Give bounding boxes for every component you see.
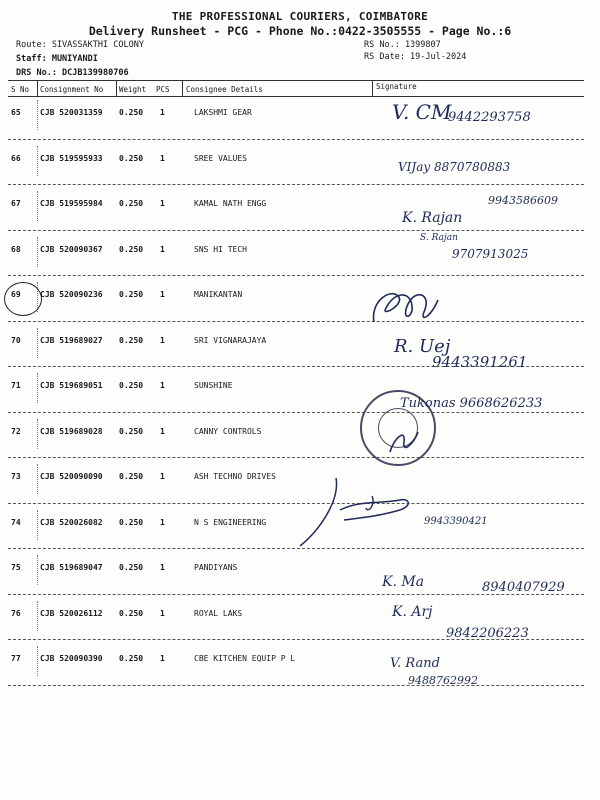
col-header-sno: S No xyxy=(11,85,30,94)
row-weight: 0.250 xyxy=(119,336,144,345)
row-sno: 76 xyxy=(11,609,21,618)
row-consignment-no: CJB 519595933 xyxy=(40,154,103,163)
row-consignee: CBE KITCHEN EQUIP P L xyxy=(194,654,296,663)
col-divider xyxy=(37,328,38,358)
row-weight: 0.250 xyxy=(119,108,144,117)
row-consignment-no: CJB 520026082 xyxy=(40,518,103,527)
row-pcs: 1 xyxy=(160,290,165,299)
row-weight: 0.250 xyxy=(119,199,144,208)
staff-label: Staff: MUNIYANDI xyxy=(16,54,98,64)
col-divider xyxy=(37,373,38,403)
signature-68-name: S. Rajan xyxy=(420,233,458,243)
row-consignee: N S ENGINEERING xyxy=(194,518,267,527)
row-consignment-no: CJB 520090367 xyxy=(40,245,103,254)
signature-72: Tukonas 9668626233 xyxy=(400,396,543,411)
row-pcs: 1 xyxy=(160,609,165,618)
row-sno: 75 xyxy=(11,563,21,572)
col-divider xyxy=(37,555,38,585)
row-weight: 0.250 xyxy=(119,381,144,390)
row-separator xyxy=(8,275,584,276)
col-header-signature: Signature xyxy=(376,82,417,91)
row-sno: 69 xyxy=(11,290,21,299)
signature-74-phone: 9943390421 xyxy=(424,516,488,527)
col-divider xyxy=(37,601,38,631)
row-consignee: KAMAL NATH ENGG xyxy=(194,199,267,208)
row-weight: 0.250 xyxy=(119,245,144,254)
col-divider xyxy=(37,191,38,221)
col-divider xyxy=(182,80,183,96)
signature-65-name: V. CM xyxy=(392,100,452,124)
col-divider xyxy=(116,80,117,96)
row-sno: 66 xyxy=(11,154,21,163)
signature-76-phone: 9842206223 xyxy=(446,626,529,641)
route-label: Route: SIVASSAKTHI COLONY xyxy=(16,40,144,50)
row-pcs: 1 xyxy=(160,381,165,390)
row-consignee: PANDIYANS xyxy=(194,563,238,572)
row-sno: 67 xyxy=(11,199,21,208)
drs-label: DRS No.: DCJB139980706 xyxy=(16,68,129,78)
row-sno: 68 xyxy=(11,245,21,254)
row-pcs: 1 xyxy=(160,336,165,345)
signature-75-name: K. Ma xyxy=(382,574,425,590)
signature-77-name: V. Rand xyxy=(390,656,440,671)
row-weight: 0.250 xyxy=(119,427,144,436)
row-sno: 72 xyxy=(11,427,21,436)
row-consignee: LAKSHMI GEAR xyxy=(194,108,252,117)
row-pcs: 1 xyxy=(160,427,165,436)
row-consignee: ROYAL LAKS xyxy=(194,609,243,618)
document-title: THE PROFESSIONAL COURIERS, COIMBATORE xyxy=(171,10,429,23)
row-consignment-no: CJB 520026112 xyxy=(40,609,103,618)
signature-67-phone: 9943586609 xyxy=(488,194,558,207)
signature-75-phone: 8940407929 xyxy=(482,580,565,595)
row-consignment-no: CJB 519689028 xyxy=(40,427,103,436)
row-consignment-no: CJB 520031359 xyxy=(40,108,103,117)
col-header-consignment: Consignment No xyxy=(40,85,104,94)
row-consignee: SREE VALUES xyxy=(194,154,247,163)
row-consignment-no: CJB 520090236 xyxy=(40,290,103,299)
row-consignee: SUNSHINE xyxy=(194,381,233,390)
table-top-border xyxy=(8,80,584,81)
col-header-pcs: PCS xyxy=(156,85,170,94)
row-sno: 73 xyxy=(11,472,21,481)
row-pcs: 1 xyxy=(160,518,165,527)
row-sno: 70 xyxy=(11,336,21,345)
rs-date-label: RS Date: 19-Jul-2024 xyxy=(364,52,467,62)
col-divider xyxy=(37,510,38,540)
row-sno: 77 xyxy=(11,654,21,663)
row-separator xyxy=(8,457,584,458)
signature-67-name: K. Rajan xyxy=(402,210,463,226)
row-consignment-no: CJB 519689047 xyxy=(40,563,103,572)
row-separator xyxy=(8,685,584,686)
col-divider xyxy=(37,646,38,676)
row-pcs: 1 xyxy=(160,199,165,208)
row-separator xyxy=(8,230,584,231)
row-consignee: CANNY CONTROLS xyxy=(194,427,262,436)
row-pcs: 1 xyxy=(160,654,165,663)
col-header-consignee: Consignee Details xyxy=(186,85,263,94)
row-pcs: 1 xyxy=(160,108,165,117)
row-pcs: 1 xyxy=(160,245,165,254)
signature-65-phone: 9442293758 xyxy=(448,110,531,125)
row-weight: 0.250 xyxy=(119,290,144,299)
col-divider xyxy=(37,100,38,130)
row-pcs: 1 xyxy=(160,563,165,572)
row-consignee: SRI VIGNARAJAYA xyxy=(194,336,267,345)
row-consignment-no: CJB 519595984 xyxy=(40,199,103,208)
row-separator xyxy=(8,139,584,140)
table-header-bottom-border xyxy=(8,96,584,97)
row-consignee: ASH TECHNO DRIVES xyxy=(194,472,276,481)
col-divider xyxy=(37,464,38,494)
col-divider xyxy=(37,237,38,267)
col-divider xyxy=(372,80,373,96)
row-pcs: 1 xyxy=(160,154,165,163)
row-consignment-no: CJB 519689051 xyxy=(40,381,103,390)
row-consignment-no: CJB 519689027 xyxy=(40,336,103,345)
signature-72-scribble xyxy=(384,424,424,460)
row-weight: 0.250 xyxy=(119,654,144,663)
row-weight: 0.250 xyxy=(119,154,144,163)
row-consignment-no: CJB 520090090 xyxy=(40,472,103,481)
row-weight: 0.250 xyxy=(119,563,144,572)
signature-73-74-scribble xyxy=(280,470,430,550)
signature-68-phone: 9707913025 xyxy=(452,247,529,261)
col-divider xyxy=(37,146,38,176)
row-weight: 0.250 xyxy=(119,609,144,618)
row-weight: 0.250 xyxy=(119,518,144,527)
row-separator xyxy=(8,412,584,413)
row-separator xyxy=(8,184,584,185)
signature-70-phone: 9443391261 xyxy=(432,353,528,371)
signature-66: VIJay 8870780883 xyxy=(398,160,511,174)
col-divider xyxy=(37,419,38,449)
row-sno: 71 xyxy=(11,381,21,390)
signature-76-name: K. Arj xyxy=(392,604,433,620)
row-consignment-no: CJB 520090390 xyxy=(40,654,103,663)
runsheet-subtitle: Delivery Runsheet - PCG - Phone No.:0422-3505555 - Page No.:6 xyxy=(88,24,512,38)
rs-no-label: RS No.: 1399807 xyxy=(364,40,441,50)
row-pcs: 1 xyxy=(160,472,165,481)
row-sno: 74 xyxy=(11,518,21,527)
signature-77-phone: 9488762992 xyxy=(408,674,478,687)
row-consignee: MANIKANTAN xyxy=(194,290,243,299)
row-sno: 65 xyxy=(11,108,21,117)
col-divider xyxy=(37,80,38,96)
row-weight: 0.250 xyxy=(119,472,144,481)
col-header-weight: Weight xyxy=(119,85,147,94)
signature-69-scribble xyxy=(360,282,500,330)
hand-drawn-circle xyxy=(4,282,42,316)
signature-70-name: R. Uej xyxy=(394,336,451,357)
row-consignee: SNS HI TECH xyxy=(194,245,247,254)
